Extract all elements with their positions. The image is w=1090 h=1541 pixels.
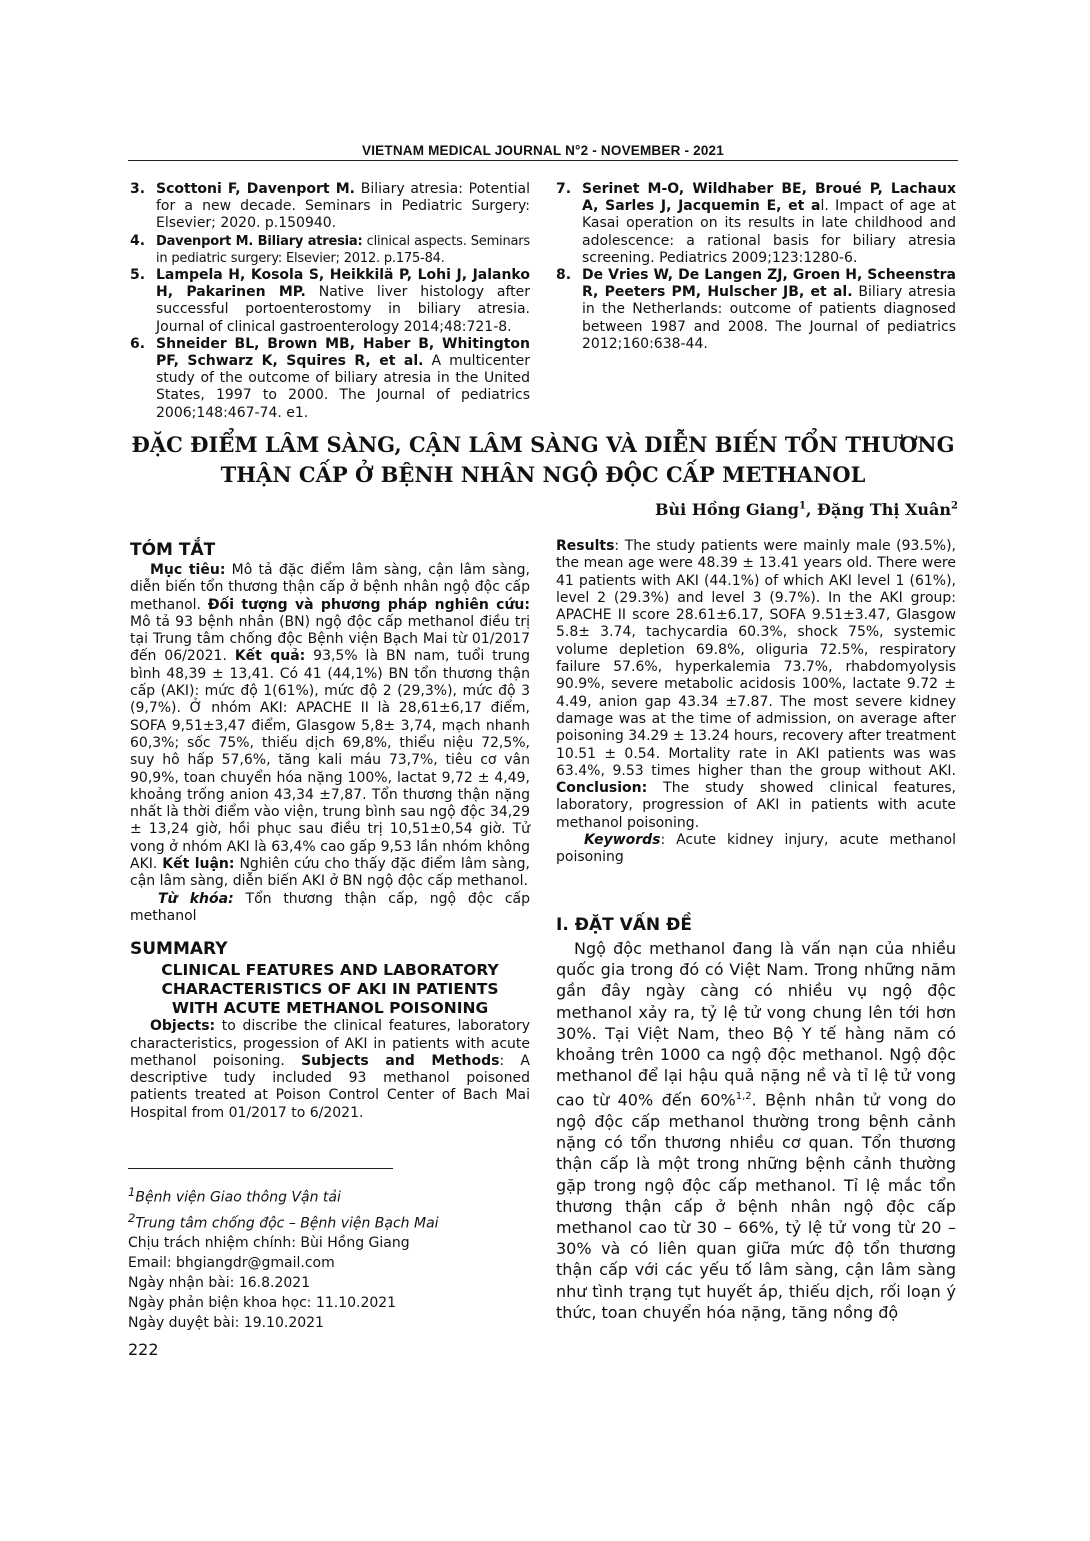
- footnote-rule: [128, 1168, 393, 1169]
- text-conclusion: Nghiên cứu cho thấy đặc điểm lâm sàng, cận lâm sàng, diễn biến AKI ở BN ngộ độc cấp methanol.: [130, 856, 530, 890]
- article-title-line: ĐẶC ĐIỂM LÂM SÀNG, CẬN LÂM SÀNG VÀ DIỄN BIẾN TỔN THƯƠNG: [131, 432, 955, 457]
- abstract-vi-body: [130, 562, 530, 891]
- text-methods: Mô tả 93 bệnh nhân (BN) ngộ độc cấp methanol điều trị tại Trung tâm chống độc Bệnh viện Bạch Mai từ 01/2017 đến 06/2021.: [130, 613, 530, 665]
- label-results-en: Results: [556, 538, 615, 554]
- introduction-body: [556, 938, 956, 1323]
- text-conclusion-en: The study showed clinical features, laboratory, progression of AKI in patients with acute methanol poisoning.: [556, 780, 956, 831]
- summary-title-line: CLINICAL FEATURES AND LABORATORY: [161, 961, 499, 980]
- references-right: [556, 181, 956, 353]
- summary-title-line: CHARACTERISTICS OF AKI IN PATIENTS: [161, 980, 499, 999]
- author-affiliation-mark: 2: [951, 500, 958, 512]
- reference-text: clinical aspects. Seminars in pediatric surgery: Elsevier; 2012. p.175-84.: [156, 233, 530, 266]
- reference-text: l. Impact of age at Kasai operation on its results in late childhood and adolescence: a rational basis for biliary atresia screening. Pediatrics 2009;123:1280-6.: [582, 198, 956, 266]
- abstract-left-column: [130, 540, 530, 1122]
- references-left: [130, 181, 530, 422]
- text-objective: Mô tả đặc điểm lâm sàng, cận lâm sàng, diễn biến tổn thương thận cấp ở bệnh nhân ngộ độc cấp methanol.: [130, 562, 531, 613]
- reference-authors: Serinet M-O, Wildhaber BE, Broué P, Lachaux A, Sarles J, Jacquemin E, et a: [582, 181, 956, 215]
- footnote-affiliation: [128, 1208, 528, 1234]
- reference-item: [556, 267, 956, 353]
- article-authors: [655, 500, 958, 519]
- label-subjects: Subjects and Methods: [301, 1052, 500, 1069]
- summary-keywords: [556, 832, 956, 867]
- footnote-received: Ngày nhận bài: 16.8.2021: [128, 1275, 311, 1292]
- summary-body: [130, 1018, 530, 1122]
- reference-authors: Lampela H, Kosola S, Heikkilä P, Lohi J, Jalanko H, Pakarinen MP.: [156, 267, 530, 301]
- footnote-reviewed: Ngày phản biện khoa học: 11.10.2021: [128, 1295, 397, 1312]
- reference-number: 3.: [130, 181, 146, 197]
- footnote-approved: Ngày duyệt bài: 19.10.2021: [128, 1315, 324, 1332]
- text-objects: to discribe the clinical features, laboratory characteristics, progession of AKI in patients with acute methanol poisoning.: [130, 1018, 530, 1069]
- reference-item: [130, 336, 530, 422]
- intro-text: . Bệnh nhân tử vong do ngộ độc cấp methanol thường trong bệnh cảnh nặng có tổn thương nhiều cơ quan. Tổn thương thận cấp là một trong những bệnh cảnh thường gặp trong ngộ độc cấp methanol. Tỉ lệ mắc tổn thương thận cấp ở bệnh nhân ngộ độc cấp methanol cao từ 30 – 66%, tỷ lệ tử vong từ 20 – 30% và có liên quan giữa mức độ tổn thương thận cấp với các yếu tố lâm sàng, cận lâm sàng như tình trạng tụt huyết áp, thiếu dịch, rối loạn ý thức, toan chuyển hóa nặng, tăng nồng độ: [556, 1090, 956, 1322]
- footnote-responsible: Chịu trách nhiệm chính: Bùi Hồng Giang: [128, 1235, 410, 1252]
- label-keywords: Từ khóa:: [158, 890, 234, 907]
- label-objective: Mục tiêu:: [150, 562, 226, 578]
- author-separator: ,: [805, 500, 818, 519]
- text-subjects: : A descriptive tudy included 93 methanol poisoned patients treated at Poison Control Center of Bach Mai Hospital from 01/2017 to 6/2021.: [130, 1052, 530, 1121]
- reference-number: 5.: [130, 267, 146, 284]
- summary-title: [130, 961, 530, 1018]
- summary-heading: SUMMARY: [130, 939, 228, 960]
- reference-number: 8.: [556, 267, 572, 284]
- label-results: Kết quả:: [234, 648, 306, 665]
- running-header: VIETNAM MEDICAL JOURNAL N°2 - NOVEMBER - 2021: [362, 143, 724, 158]
- affiliation-mark: 2: [128, 1210, 136, 1225]
- author-name: Bùi Hồng Giang: [655, 500, 799, 519]
- label-methods: Đối tượng và phương pháp nghiên cứu:: [207, 596, 530, 613]
- reference-item: [130, 181, 530, 233]
- footnote-email: Email: bhgiangdr@gmail.com: [128, 1255, 335, 1272]
- text-results: 93,5% là BN nam, tuổi trung bình 48,39 ± 13,41. Có 41 (44,1%) BN tổn thương thận cấp (AKI): mức độ 1(61%), mức độ 2 (29,3%), mức độ 3 (9,7%). Ở nhóm AKI: APACHE II là 28,61±6,17 điểm, SOFA 9,51±3,47 điểm, Glasgow 5,8± 3,74, mạch nhanh 60,3%; sốc 75%, thiếu dịch 69,8%, thiểu niệu 72,5%, suy hô hấp 57,6%, tăng kali máu 73,7%, tiêu cơ vân 90,9%, toan chuyển hóa nặng 100%, lactat 9,72 ± 4,49, khoảng trống anion 43,34 ±7,87. Tổn thương thận nặng nhất là thời điểm vào viện, trung bình sau ngộ độc 34,29 ± 13,24 giờ, hồi phục sau điều trị 10,51±0,54 giờ. Tử vong ở nhóm AKI là 63,4% cao gấp 9,53 lần nhóm không AKI.: [130, 648, 530, 873]
- article-title-line: THẬN CẤP Ở BỆNH NHÂN NGỘ ĐỘC CẤP METHANOL: [220, 462, 866, 487]
- reference-text: A multicenter study of the outcome of biliary atresia in the United States, 1997 to 2000. The Journal of pediatrics 2006;148:467-74. e1.: [156, 353, 530, 421]
- header-rule: [128, 160, 958, 161]
- author-name: Đặng Thị Xuân: [817, 500, 952, 519]
- label-conclusion: Kết luận:: [162, 856, 235, 873]
- abstract-vi-keywords: [130, 891, 530, 926]
- author-affiliation-mark: 1: [798, 500, 806, 512]
- citation-mark: 1,2: [735, 1091, 752, 1103]
- text-keywords-en: : Acute kidney injury, acute methanol poisoning: [556, 832, 956, 866]
- summary-body-continued: [556, 538, 956, 832]
- reference-text: Biliary atresia: Potential for a new decade. Seminars in Pediatric Surgery: Elsevier; 2020. p.150940.: [156, 181, 531, 232]
- reference-authors: Scottoni F, Davenport M.: [156, 181, 355, 197]
- label-conclusion-en: Conclusion:: [556, 780, 648, 797]
- footnote-affiliation: [128, 1182, 528, 1208]
- page-number: 222: [128, 1340, 159, 1359]
- reference-item: [130, 267, 530, 336]
- affiliation-mark: 1: [128, 1185, 136, 1199]
- reference-authors: De Vries W, De Langen ZJ, Groen H, Scheenstra R, Peeters PM, Hulscher JB, et al.: [582, 267, 956, 301]
- reference-number: 4.: [130, 232, 146, 249]
- text-results-en: : The study patients were mainly male (93.5%), the mean age were 48.39 ± 13.41 years old. There were 41 patients with AKI (44.1%) of which AKI level 1 (61%), level 2 (29.3%) and level 3 (9.7%). In the AKI group: APACHE II score 28.61±6.17, SOFA 9.51±3.47, Glasgow 5.8± 3.74, tachycardia 60.3%, shock 75%, systemic volume depletion 69.8%, oliguria 72.5%, respiratory failure 57.6%, hyperkalemia 73.7%, rhabdomyolysis 90.9%, severe metabolic acidosis 100%, lactate 9.72 ± 4.49, anion gap 43.34 ±7.87. The most severe kidney damage was at the time of admission, on average after poisoning 34.29 ± 13.24 hours, recovery after treatment 10.51 ± 0.54. Mortality rate in AKI patients was was 63.4%, 9.53 times higher than the group without AKI.: [556, 538, 956, 779]
- article-title: [128, 430, 958, 490]
- abstract-right-column: [556, 538, 956, 867]
- reference-number: 7.: [556, 181, 572, 197]
- label-objects: Objects:: [150, 1018, 216, 1035]
- reference-text: Native liver histology after successful portoenterostomy in biliary atresia. Journal of clinical gastroenterology 2014;48:721-8.: [156, 284, 530, 335]
- reference-text: Biliary atresia in the Netherlands: outcome of patients diagnosed between 1987 and 2008. The Journal of pediatrics 2012;160:638-44.: [582, 284, 956, 352]
- reference-number: 6.: [130, 335, 146, 352]
- label-keywords-en: Keywords: [584, 832, 661, 849]
- summary-title-line: WITH ACUTE METHANOL POISONING: [171, 999, 489, 1018]
- reference-item: [130, 233, 530, 267]
- introduction-paragraph: [556, 938, 956, 1323]
- text-keywords: Tổn thương thận cấp, ngộ độc cấp methanol: [130, 890, 530, 924]
- reference-authors: Davenport M. Biliary atresia:: [156, 233, 363, 249]
- intro-text: Ngộ độc methanol đang là vấn nạn của nhiều quốc gia trong đó có Việt Nam. Trong những năm gần đây ngày càng có nhiều vụ ngộ độc methanol xảy ra, tỷ lệ tử vong chung lên tới hơn 30%. Tại Việt Nam, theo Bộ Y tế hàng năm có khoảng trên 1000 ca ngộ độc methanol. Ngộ độc methanol để lại hậu quả nặng nề và tỉ lệ tử vong cao từ 40% đến 60%: [556, 939, 956, 1110]
- affiliation-text: Trung tâm chống độc – Bệnh viện Bạch Mai: [135, 1215, 439, 1232]
- footnotes: [128, 1182, 528, 1333]
- abstract-vi-heading: TÓM TẮT: [130, 540, 216, 560]
- reference-authors: Shneider BL, Brown MB, Haber B, Whitington PF, Schwarz K, Squires R, et al.: [156, 335, 530, 370]
- affiliation-text: Bệnh viện Giao thông Vận tải: [135, 1189, 341, 1206]
- introduction-heading: I. ĐẶT VẤN ĐỀ: [556, 915, 692, 935]
- reference-item: [556, 181, 956, 267]
